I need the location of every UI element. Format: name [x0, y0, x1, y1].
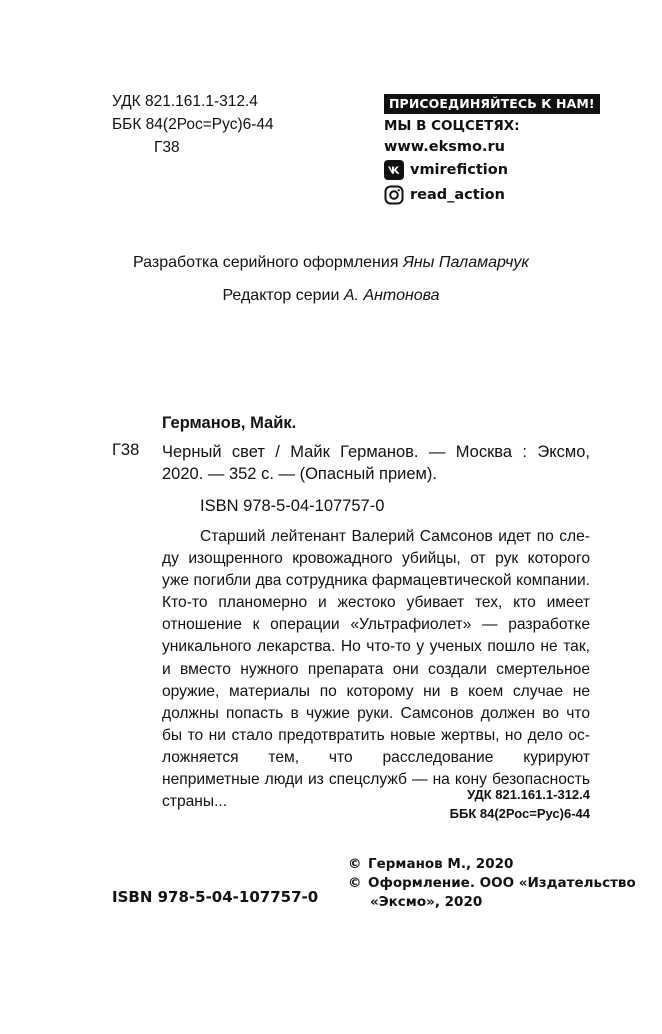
editor-credit-prefix: Редактор серии — [222, 287, 344, 304]
instagram-icon — [384, 185, 404, 205]
copyright-design-2: «Эксмо», 2020 — [370, 894, 483, 910]
author-sign-code: Г38 — [154, 139, 180, 156]
isbn-bottom: ISBN 978-5-04-107757-0 — [112, 888, 319, 906]
vk-handle: vmirefiction — [410, 162, 509, 178]
bbk-code-bottom: ББК 84(2Рос=Рус)6-44 — [449, 806, 590, 821]
editor-credit — [0, 287, 662, 305]
design-credit-prefix: Разработка серийного оформления — [133, 254, 403, 271]
udk-code-bottom: УДК 821.161.1-312.4 — [467, 787, 590, 802]
udk-block-top — [112, 90, 274, 159]
website-text: www.eksmo.ru — [384, 139, 505, 155]
instagram-handle: read_action — [410, 187, 505, 203]
instagram-link[interactable] — [384, 185, 600, 205]
designer-name: Яны Паламарчук — [402, 254, 529, 271]
social-heading: МЫ В СОЦСЕТЯХ: — [384, 118, 520, 134]
copyright-block — [348, 855, 636, 912]
copyright-author: Германов М., 2020 — [368, 856, 514, 872]
udk-block-bottom — [378, 785, 590, 823]
copyright-design-row — [348, 874, 636, 893]
design-credit — [0, 254, 662, 272]
copyright-symbol: © — [348, 856, 362, 872]
author-heading: Германов, Майк. — [162, 414, 297, 432]
bbk-code: ББК 84(2Рос=Рус)6-44 — [112, 116, 274, 133]
annotation: Старший лейтенант Валерий Самсонов идет по следу изощренного кровожадного убийцы, от рук которого уже погибли два сотрудника фармацевтической компании. Кто-то планомерно и жестоко убивает тех, кто имеет отношение к операции «Ультрафиолет» — разработке уникального лекарства. Но что-то у ученых пошло не так, и вместо нужного препарата они создали смертельное оружие, материалы по которому ни в коем случае не должны попасть в чужие руки. Самсонов должен во что бы то ни стало предотвратить новые жертвы, но дело осложняется тем, что расследование курируют неприметные люди из спецслужб — на кону безопасность страны... — [162, 528, 590, 811]
author-sign: Г38 — [112, 441, 140, 459]
social-block — [384, 93, 600, 205]
join-banner: ПРИСОЕДИНЯЙТЕСЬ К НАМ! — [384, 94, 600, 114]
editor-name: А. Антонова — [343, 287, 440, 304]
isbn-mid: ISBN 978-5-04-107757-0 — [200, 497, 385, 515]
udk-code: УДК 821.161.1-312.4 — [112, 93, 258, 110]
website-link[interactable] — [384, 139, 600, 155]
bibliographic-description — [162, 441, 590, 485]
biblio-line-1: Черный свет / Майк Германов. — Москва : Эксмо, — [162, 443, 590, 461]
vk-icon — [384, 160, 404, 180]
copyright-author-row — [348, 855, 636, 874]
biblio-line-2: 2020. — 352 с. — (Опасный прием). — [162, 465, 437, 483]
copyright-symbol: © — [348, 875, 362, 891]
vk-link[interactable] — [384, 160, 600, 180]
copyright-design-1: Оформление. ООО «Издательство — [368, 875, 636, 891]
